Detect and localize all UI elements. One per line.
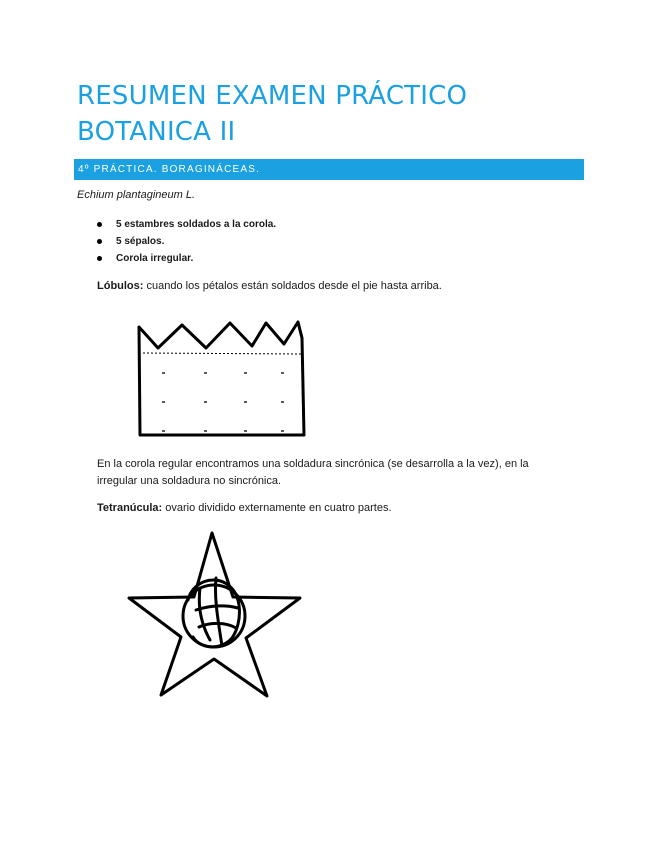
- section-heading: 4º PRÁCTICA. BORAGINÁCEAS.: [74, 159, 584, 180]
- list-item: Corola irregular.: [97, 252, 276, 269]
- corola-line-1: En la corola regular encontramos una soldadura sincrónica (se desarrolla a la vez), en la: [97, 458, 529, 470]
- lobulos-term: Lóbulos:: [97, 280, 144, 292]
- species-name: Echium plantagineum L.: [77, 189, 196, 201]
- corolla-outline: [139, 322, 304, 435]
- star-diagram: [129, 533, 300, 696]
- tetranucula-paragraph: [97, 500, 392, 517]
- title-line-1: RESUMEN EXAMEN PRÁCTICO: [77, 81, 468, 111]
- list-item: 5 estambres soldados a la corola.: [97, 218, 276, 235]
- star-outline: [129, 533, 300, 696]
- tetranucula-term: Tetranúcula:: [97, 502, 163, 514]
- corolla-dash-marks: [162, 373, 284, 431]
- corola-line-2: irregular una soldadura no sincrónica.: [97, 475, 282, 487]
- list-item: 5 sépalos.: [97, 235, 276, 252]
- corola-paragraph: [97, 456, 567, 490]
- ovary-lobes: [188, 578, 239, 647]
- title-line-2: BOTANICA II: [77, 117, 236, 147]
- lobulos-text: cuando los pétalos están soldados desde el pie hasta arriba.: [143, 280, 442, 292]
- tetranucula-text: ovario dividido externamente en cuatro partes.: [162, 502, 392, 514]
- corolla-fold-line: [143, 353, 302, 354]
